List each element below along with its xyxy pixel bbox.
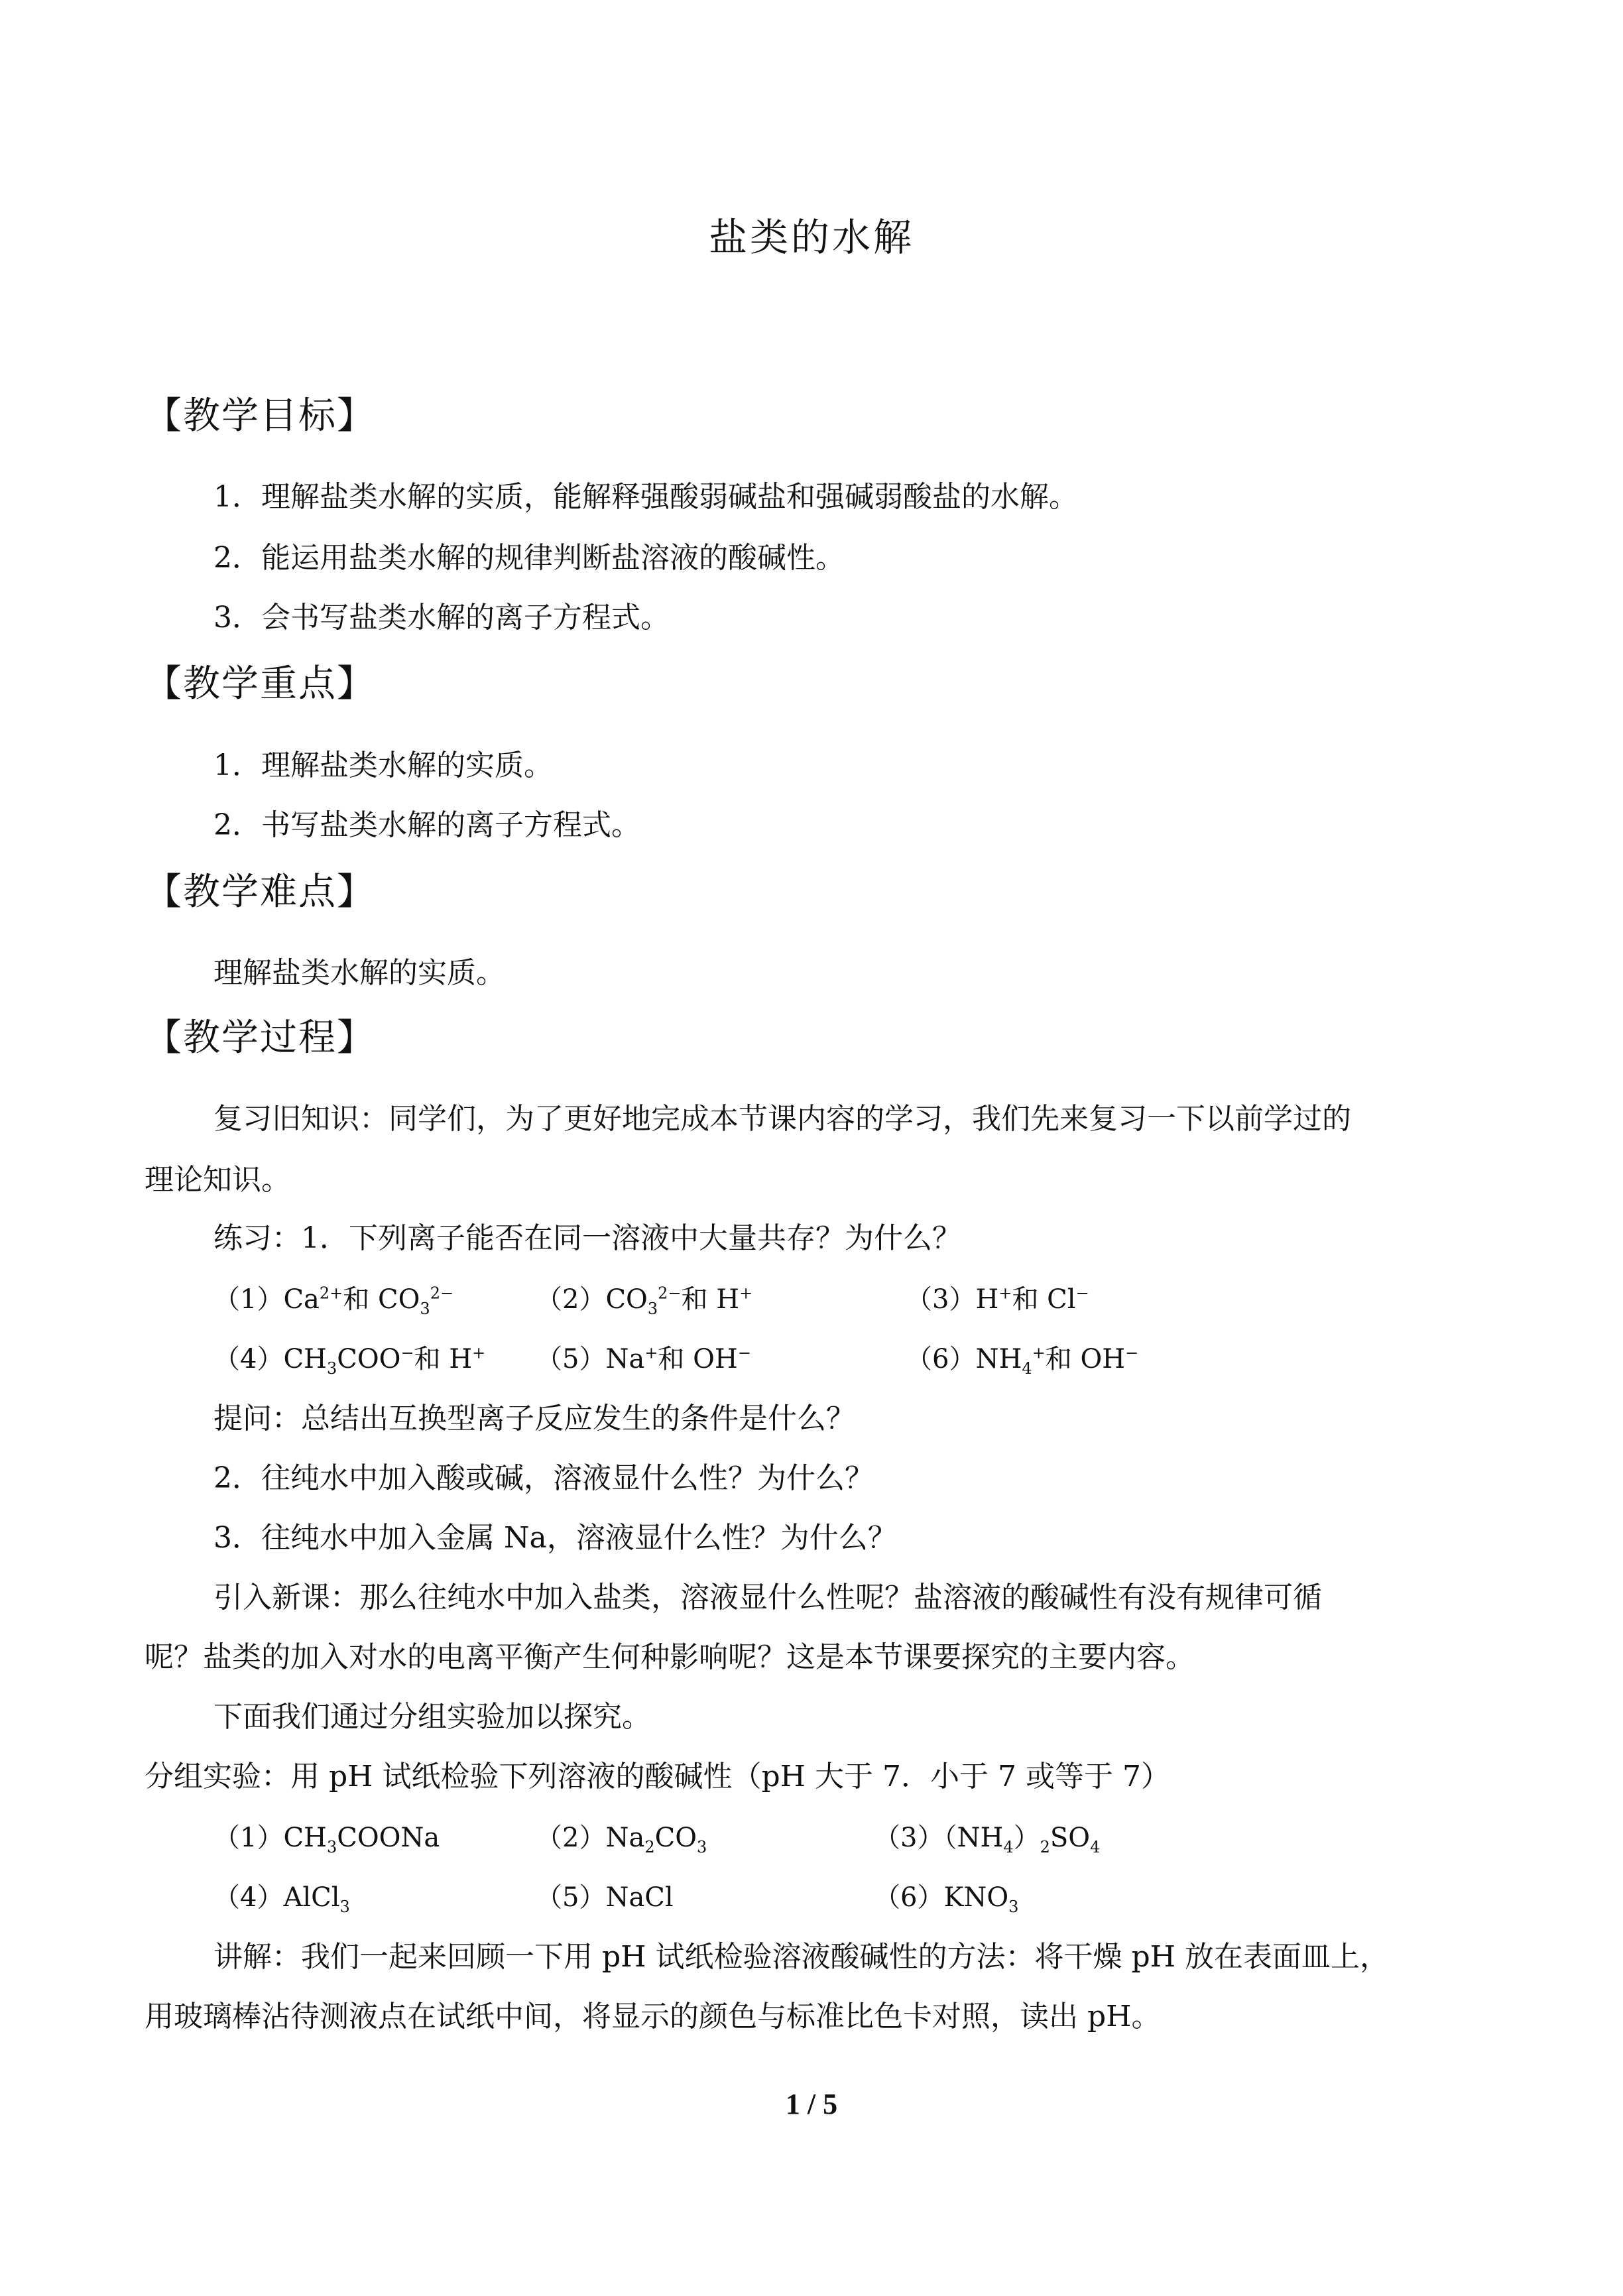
ion-pair-3: （3）H+和 Cl−: [906, 1284, 1089, 1315]
solution-5: （5）NaCl: [536, 1882, 674, 1913]
difficulty-item-1: 理解盐类水解的实质。: [213, 956, 505, 990]
page-number: 1 / 5: [785, 2088, 838, 2120]
key-point-item-1: 1．理解盐类水解的实质。: [213, 749, 553, 782]
ion-pair-2: $(2)CO_3^{2-}$和 H+: [536, 1284, 753, 1318]
explain-line-1: 讲解：我们一起来回顾一下用 pH 试纸检验溶液酸碱性的方法：将干燥 pH 放在表面皿上，: [213, 1940, 1390, 1974]
objective-item-2: 2．能运用盐类水解的规律判断盐溶液的酸碱性。: [213, 541, 845, 575]
solution-4: （4）AlCl$_3$: [213, 1882, 350, 1916]
ion-pair-4: $(4)CH_3COO^-$和 H+: [213, 1343, 486, 1378]
solution-3: $(3)(NH_4)_2SO_4$: [874, 1823, 1101, 1856]
exercise-2: 2．往纯水中加入酸或碱，溶液显什么性？为什么？: [213, 1461, 874, 1495]
heading-process: 【教学过程】: [145, 1016, 375, 1059]
heading-key-points: 【教学重点】: [145, 662, 375, 705]
group-experiment-line: 分组实验：用 pH 试纸检验下列溶液的酸碱性（pH 大于 7．小于 7 或等于 7）: [145, 1760, 1170, 1793]
solution-2: $(2)Na_2CO_3$: [536, 1823, 707, 1856]
ion-pair-5: （5）Na+和 OH−: [536, 1343, 751, 1374]
intro-line-2: 呢？盐类的加入对水的电离平衡产生何种影响呢？这是本节课要探究的主要内容。: [145, 1640, 1195, 1674]
ion-pair-6: $(6)NH_4^+$和 OH−: [906, 1343, 1139, 1378]
page-title: 盐类的水解: [708, 215, 914, 260]
heading-difficulties: 【教学难点】: [145, 871, 375, 914]
solution-1: $(1)CH_3COONa$: [213, 1823, 440, 1856]
review-line-2: 理论知识。: [145, 1163, 290, 1197]
heading-objectives: 【教学目标】: [145, 394, 375, 438]
key-point-item-2: 2．书写盐类水解的离子方程式。: [213, 808, 640, 842]
solution-6: $(6)KNO_3$: [874, 1882, 1019, 1916]
review-line-1: 复习旧知识：同学们，为了更好地完成本节课内容的学习，我们先来复习一下以前学过的: [213, 1102, 1351, 1136]
explore-line: 下面我们通过分组实验加以探究。: [213, 1700, 651, 1734]
ion-pair-1: $(1)Ca^{2+}$和 $CO_3^{2-}$: [213, 1284, 454, 1318]
objective-item-3: 3．会书写盐类水解的离子方程式。: [213, 601, 670, 634]
question-line: 提问：总结出互换型离子反应发生的条件是什么？: [213, 1402, 855, 1435]
objective-item-1: 1．理解盐类水解的实质，能解释强酸弱碱盐和强碱弱酸盐的水解。: [213, 480, 1078, 514]
exercise-1: 练习：1．下列离子能否在同一溶液中大量共存？为什么？: [213, 1221, 961, 1255]
exercise-3: 3．往纯水中加入金属 Na，溶液显什么性？为什么？: [213, 1521, 897, 1555]
intro-line-1: 引入新课：那么往纯水中加入盐类，溶液显什么性呢？盐溶液的酸碱性有没有规律可循: [213, 1581, 1322, 1614]
explain-line-2: 用玻璃棒沾待测液点在试纸中间，将显示的颜色与标准比色卡对照，读出 pH。: [145, 2000, 1161, 2033]
